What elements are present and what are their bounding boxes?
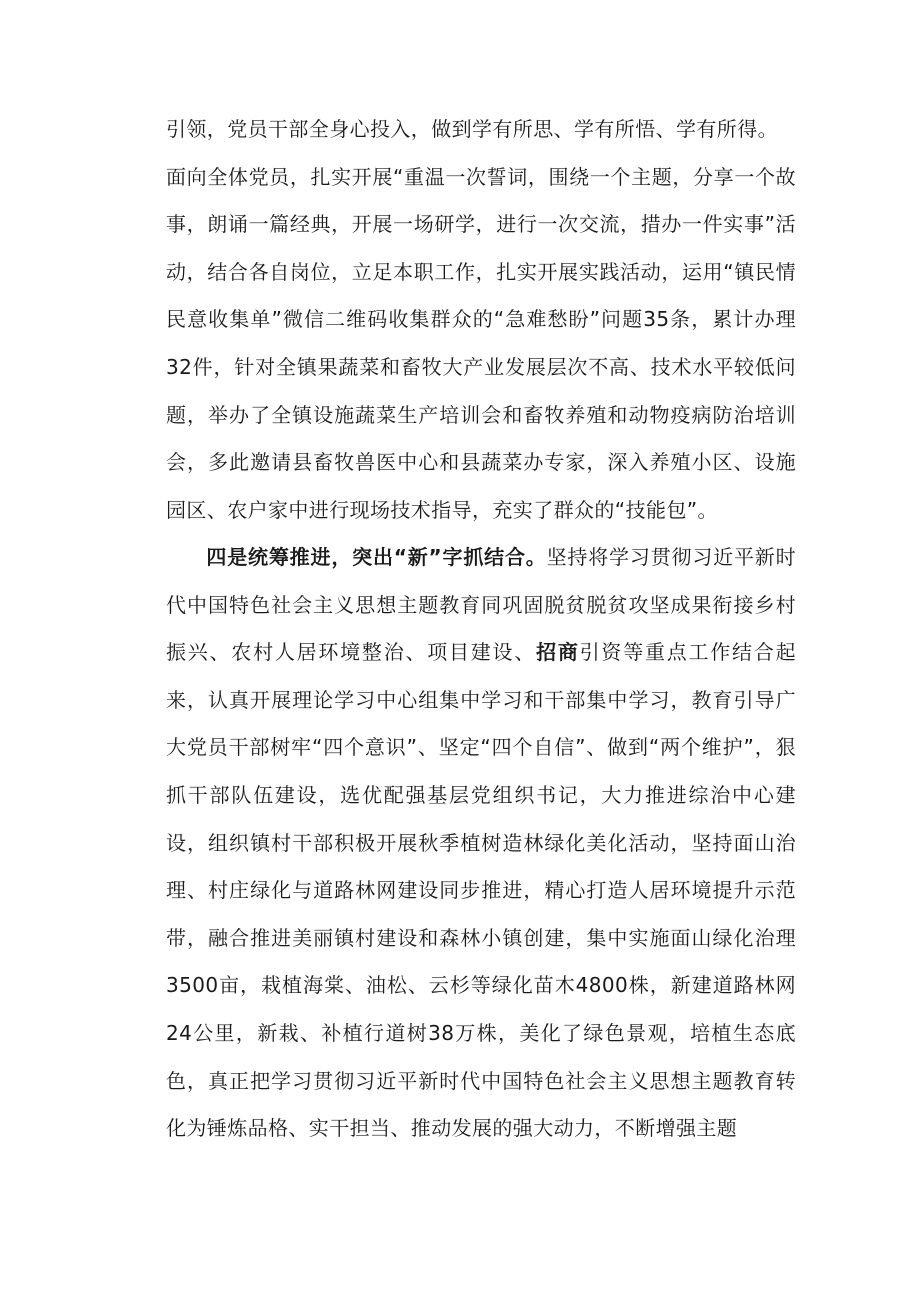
section-heading: 四是统筹推进，突出“新”字抓结合。 bbox=[206, 545, 547, 569]
paragraph-body-part-2: 引资等重点工作结合起来，认真开展理论学习中心组集中学习和干部集中学习，教育引导广大党员干部树牢“四个意识”、坚定“四个自信”、做到“两个维护”，狠抓干部队伍建设，选优配强基层党组织书记，大力推进综治中心建设，组织镇村干部积极开展秋季植树造林绿化美化活动，坚持面山治理、村庄绿化与道路林网建设同步推进，精心打造人居环境提升示范带，融合推进美丽镇村建设和森林小镇创建，集中实施面山绿化治理3500亩，栽植海棠、油松、云杉等绿化苗木4800株，新建道路林网24公里，新栽、补植行道树38万株，美化了绿色景观，培植生态底色，真正把学习贯彻习近平新时代中国特色社会主义思想主题教育转化为锤炼品格、实干担当、推动发展的强大动力，不断增强主题 bbox=[166, 640, 796, 1141]
paragraph-body-part-1: 坚持将学习贯彻习近平新时代中国特色社会主义思想主题教育同巩固脱贫脱贫攻坚成果衔接乡村振兴、农村人居环境整治、项目建设、 bbox=[166, 545, 796, 665]
paragraph-lead-line: 引领，党员干部全身心投入，做到学有所思、学有所悟、学有所得。 bbox=[166, 117, 778, 141]
paragraph-body: 面向全体党员，扎实开展“重温一次誓词，围绕一个主题，分享一个故事，朗诵一篇经典，开展一场研学，进行一次交流，措办一件实事”活动，结合各自岗位，立足本职工作，扎实开展实践活动，运用“镇民情民意收集单”微信二维码收集群众的“急难愁盼”问题35条，累计办理32件，针对全镇果蔬菜和畜牧大产业发展层次不高、技术水平较低问题，举办了全镇设施蔬菜生产培训会和畜牧养殖和动物疫病防治培训会，多此邀请县畜牧兽医中心和县蔬菜办专家，深入养殖小区、设施园区、农户家中进行现场技术指导，充实了群众的“技能包”。 bbox=[166, 164, 796, 522]
paragraph-practice-activities bbox=[166, 106, 796, 534]
bold-term: 招商 bbox=[536, 640, 580, 665]
paragraph-coordinated-advance bbox=[166, 534, 796, 1153]
